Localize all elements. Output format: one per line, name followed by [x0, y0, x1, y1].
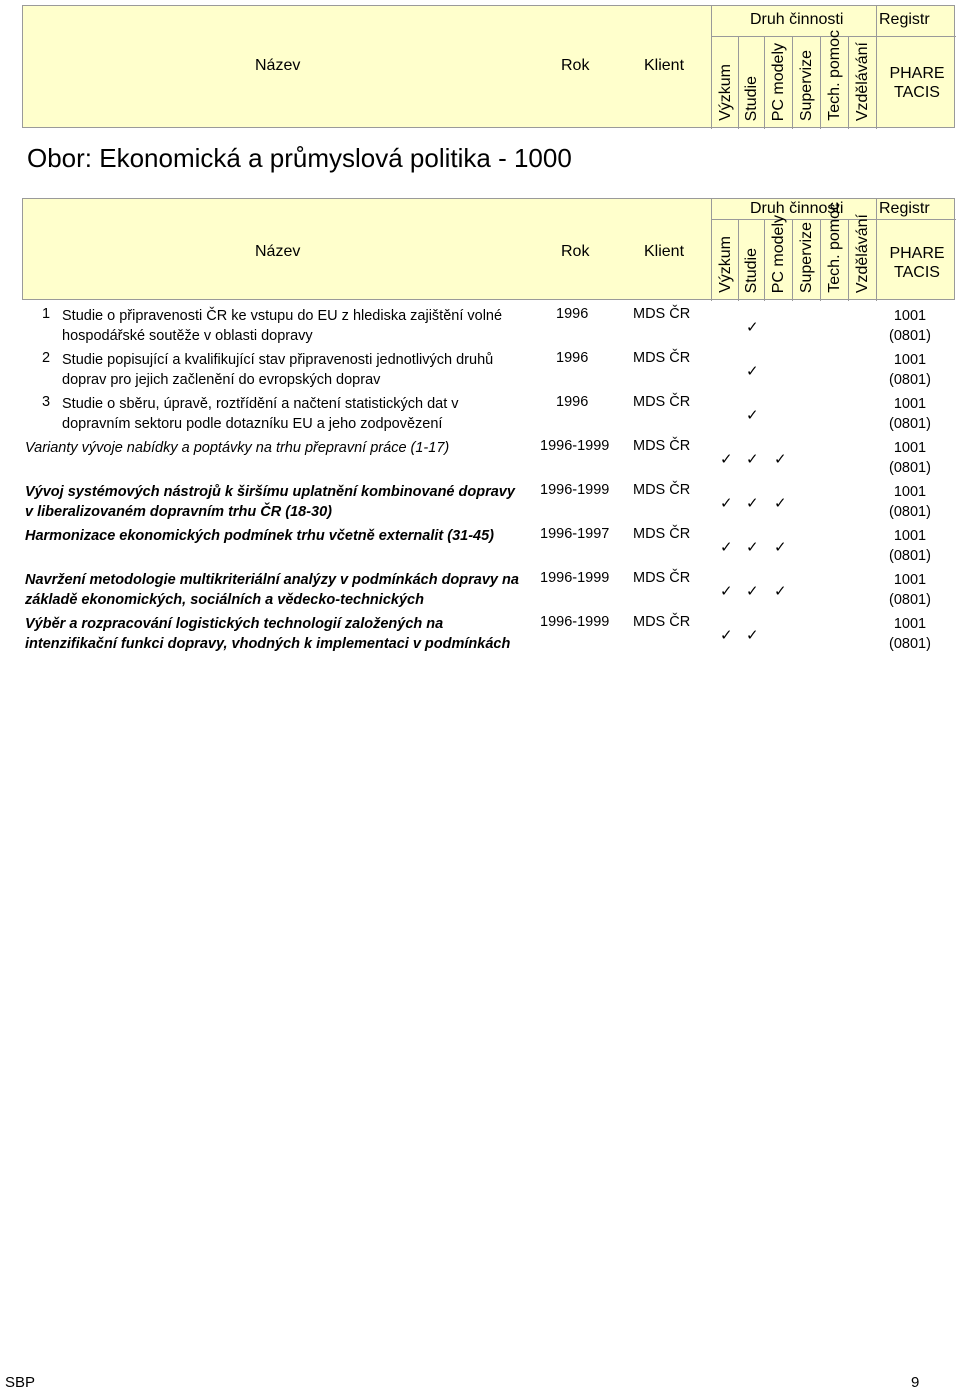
row-name: Studie o připravenosti ČR ke vstupu do EU z hlediska zajištění volné hospodářské soutěže v oblasti dopravy [62, 308, 503, 344]
col-pc-modely: PC modely [770, 214, 787, 293]
table-header-top [22, 5, 955, 128]
col-vyzkum: Výzkum [717, 236, 734, 293]
check-pc-modely-icon: ✓ [774, 539, 787, 556]
table-header [22, 198, 955, 300]
check-pc-modely-icon: ✓ [774, 583, 787, 600]
check-pc-modely-icon: ✓ [774, 495, 787, 512]
row-year: 1996-1999 [540, 482, 610, 498]
header-druh: Druh činnosti [750, 200, 844, 217]
section-title: Obor: Ekonomická a průmyslová politika - 1000 [27, 143, 572, 173]
row-registr: 1001 (0801) [889, 616, 931, 652]
row-name: Navržení metodologie multikriteriální analýzy v podmínkách dopravy na základě ekonomických, sociálních a vědecko-technických [25, 572, 519, 608]
col-vzdelavani: Vzdělávání [854, 41, 871, 121]
check-vyzkum-icon: ✓ [720, 627, 733, 644]
check-pc-modely-icon: ✓ [774, 451, 787, 468]
row-name: Vývoj systémových nástrojů k širšímu uplatnění kombinované dopravy v liberalizovaném dopravním trhu ČR (18-30) [25, 484, 515, 520]
row-name: Varianty vývoje nabídky a poptávky na trhu přepravní práce (1-17) [25, 440, 450, 456]
row-year: 1996 [556, 306, 589, 322]
check-vyzkum-icon: ✓ [720, 495, 733, 512]
row-registr: 1001 (0801) [889, 308, 931, 344]
footer-left: SBP [5, 1374, 36, 1391]
header-phare-tacis: PHARE TACIS [889, 65, 945, 101]
header-registr: Registr [879, 200, 930, 217]
row-year: 1996-1999 [540, 438, 610, 454]
check-vyzkum-icon: ✓ [720, 539, 733, 556]
row-client: MDS ČR [633, 570, 691, 586]
row-year: 1996-1997 [540, 526, 610, 542]
check-studie-icon: ✓ [746, 583, 759, 600]
col-pc-modely: PC modely [770, 42, 787, 121]
check-studie-icon: ✓ [746, 319, 759, 336]
row-registr: 1001 (0801) [889, 352, 931, 388]
col-vzdelavani: Vzdělávání [854, 213, 871, 293]
row-client: MDS ČR [633, 482, 691, 498]
check-studie-icon: ✓ [746, 363, 759, 380]
page-number: 9 [911, 1374, 920, 1391]
header-client: Klient [644, 57, 685, 74]
row-client: MDS ČR [633, 526, 691, 542]
row-year: 1996-1999 [540, 614, 610, 630]
col-tech-pomoc: Tech. pomoc [826, 202, 843, 293]
row-year: 1996-1999 [540, 570, 610, 586]
row-number: 3 [42, 394, 51, 410]
check-studie-icon: ✓ [746, 627, 759, 644]
row-registr: 1001 (0801) [889, 572, 931, 608]
row-client: MDS ČR [633, 350, 691, 366]
row-client: MDS ČR [633, 394, 691, 410]
row-registr: 1001 (0801) [889, 396, 931, 432]
header-phare-tacis: PHARE TACIS [889, 245, 945, 281]
check-vyzkum-icon: ✓ [720, 583, 733, 600]
row-client: MDS ČR [633, 438, 691, 454]
check-studie-icon: ✓ [746, 451, 759, 468]
header-year: Rok [561, 57, 590, 74]
header-name: Název [255, 243, 301, 260]
row-number: 2 [42, 350, 51, 366]
header-name: Název [255, 57, 301, 74]
col-supervize: Supervize [798, 221, 815, 293]
col-vyzkum: Výzkum [717, 64, 734, 121]
col-supervize: Supervize [798, 49, 815, 121]
header-druh: Druh činnosti [750, 11, 844, 28]
col-studie: Studie [743, 247, 760, 293]
row-name: Studie popisující a kvalifikující stav připravenosti jednotlivých druhů doprav pro jejich začlenění do evropských doprav [62, 352, 494, 388]
row-name: Výběr a rozpracování logistických technologií založených na intenzifikační funkci dopravy, vhodných k implementaci v podmínkách [25, 616, 511, 652]
row-year: 1996 [556, 350, 589, 366]
row-registr: 1001 (0801) [889, 440, 931, 476]
check-studie-icon: ✓ [746, 495, 759, 512]
col-tech-pomoc: Tech. pomoc [826, 30, 843, 121]
row-client: MDS ČR [633, 306, 691, 322]
header-year: Rok [561, 243, 590, 260]
row-year: 1996 [556, 394, 589, 410]
row-name: Studie o sběru, úpravě, roztřídění a načtení statistických dat v dopravním sektoru podle dotazníku EU a jeho zodpovězení [62, 396, 459, 432]
header-client: Klient [644, 243, 685, 260]
row-client: MDS ČR [633, 614, 691, 630]
row-registr: 1001 (0801) [889, 528, 931, 564]
col-studie: Studie [743, 75, 760, 121]
row-registr: 1001 (0801) [889, 484, 931, 520]
row-number: 1 [42, 306, 51, 322]
check-studie-icon: ✓ [746, 539, 759, 556]
check-studie-icon: ✓ [746, 407, 759, 424]
check-vyzkum-icon: ✓ [720, 451, 733, 468]
header-registr: Registr [879, 11, 930, 28]
row-name: Harmonizace ekonomických podmínek trhu včetně externalit (31-45) [25, 528, 494, 544]
